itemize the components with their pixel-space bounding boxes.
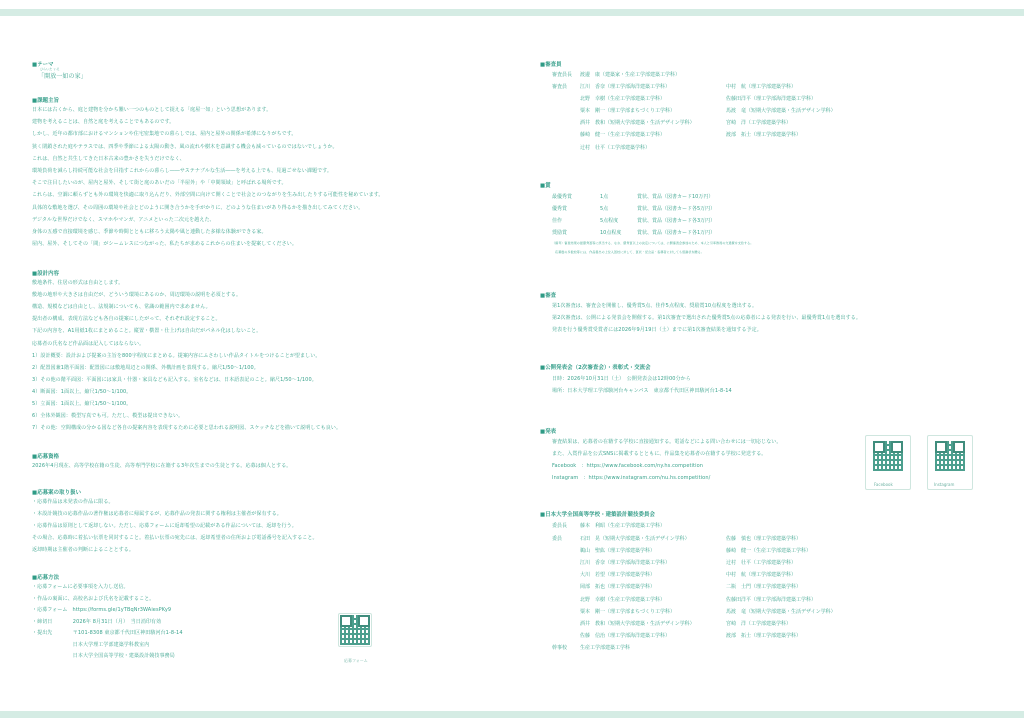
purpose-line: これは、自然と共生してきた日本古来の豊かさを失うだけでなく、 bbox=[32, 155, 185, 162]
content-line: 2）配置図兼1階平面図：配置図には敷地周辺との関係、外構計画を表現する。縮尺1/50～1/100。 bbox=[32, 364, 259, 371]
content-line: 敷地の地形や大きさは自由だが、どういう環境にあるのか、周辺環境の説明を必須とする。 bbox=[32, 292, 242, 299]
method-line: 日本大学全国高等学校・建築設計競技事務局 bbox=[32, 653, 175, 659]
content-line: 1）設計概要：設計および提案の主旨を800字程度にまとめる。提案内容にふさわしい作品タイトルをつけることが望ましい。 bbox=[32, 352, 321, 359]
committee-member-label: 委員 bbox=[552, 536, 563, 542]
purpose-line: 日本には古くから、庭と建物を分かち難い一つのものとして捉える「庭屋一如」という思想があります。 bbox=[32, 107, 272, 113]
comm2-line: 二瓶 士門（理工学部建築学科） bbox=[726, 584, 802, 591]
content-line: 応募者の氏名など作品面は記入してはならない。 bbox=[32, 340, 145, 347]
theme-heading: ■テーマ bbox=[32, 62, 54, 68]
award-name: 優秀賞 bbox=[552, 206, 568, 212]
award-name: 奨励賞 bbox=[552, 230, 568, 236]
award-count: 1点 bbox=[600, 194, 609, 200]
handling-line: ・応募作品は未発表の作品に限る。 bbox=[32, 499, 114, 505]
elig-line: 2026年4月現在、高等学校在籍の生徒、高等専門学校に在籍する3年次生までの生徒とする。応募は個人とする。 bbox=[32, 463, 292, 469]
method-line: ・応募フォームに必要事項を入力し送信。 bbox=[32, 584, 129, 590]
purpose-line: 具体的な敷地を選び、その周囲の環境や社会とどのように開き合うかを手がかりに、どのような住まいがあり得るかを描き出してみてください。 bbox=[32, 204, 364, 211]
content-line: 3）その他の階平面図：平面図には家具・什器・家具なども記入する。室名などは、日本語表記のこと。縮尺1/50～1/100。 bbox=[32, 376, 317, 383]
awardnotes-line: 応募数の多数校等には、作品提出の上位入賞校に対して、賞状・記念品・指導者に対しても感謝状を贈る。 bbox=[552, 250, 704, 254]
purpose-line: 狭く閉鎖された庭やテラスでは、四季や季節による太陽の動き、風の流れや樹木を意識する機会も減っているのではないでしょうか。 bbox=[32, 143, 338, 150]
judges2-line: 渡部 拓士（理工学部建築学科） bbox=[726, 132, 802, 139]
judges1-line: 粟本 剛一（理工学部まちづくり工学科） bbox=[580, 108, 675, 115]
handling-heading: ■応募案の取り扱い bbox=[32, 490, 82, 496]
comm1-line: 酒井 教和（短期大学部建築・生活デザイン学科） bbox=[580, 620, 695, 627]
public-line: 場所：日本大学理工学部駿河台キャンパス 東京都千代田区神田駿河台1-8-14 bbox=[552, 388, 732, 394]
award-name: 佳作 bbox=[552, 218, 563, 224]
purpose-line: 屋内、屋外、そしてその「間」がシームレスにつながった、私たちが求めるこれからの住まいを提案してください。 bbox=[32, 241, 297, 248]
judging-heading: ■審査 bbox=[540, 293, 557, 299]
comm2-line: 馬渡 竜（短期大学部建築・生活デザイン学科） bbox=[726, 608, 836, 615]
facebook-caption: Facebook bbox=[874, 482, 893, 487]
award-prize: 賞状、賞品（図書カード各3万円） bbox=[637, 218, 716, 224]
comm2-line: 藤崎 健一（生産工学部建築工学科） bbox=[726, 548, 812, 555]
comm1-line: 佐藤 信治（理工学部海洋建築工学科） bbox=[580, 632, 671, 639]
award-prize: 賞状、賞品（図書カード10万円） bbox=[637, 194, 714, 200]
top-band bbox=[0, 9, 1024, 16]
secretary-label: 幹事校 bbox=[552, 645, 568, 651]
method-line: ・提出先 〒101-8308 東京都千代田区神田駿河台1-8-14 bbox=[32, 630, 183, 636]
comm1-line: 大川 若望（理工学部建築学科） bbox=[580, 572, 656, 579]
content-line: 7）その他：空間構成の分かる図など各自の提案内容を表現するために必要と思われる説明図、スケッチなどを描いて説明しても良い。 bbox=[32, 425, 342, 432]
announce-line: Instagram ：https://www.instagram.com/nu.hs.competition/ bbox=[552, 475, 711, 481]
public-line: 日時：2026年10月31日（土） 公開発表会は12時00分から bbox=[552, 376, 691, 382]
method-line: ・締切日 2026年 8月31日（月） 当日消印有効 bbox=[32, 618, 162, 625]
method-line: ・作品の裏面に、高校名および氏名を記載すること。 bbox=[32, 595, 155, 602]
public-heading: ■公開発表会（2次審査会）・表彰式・交流会 bbox=[540, 365, 651, 371]
judges-member-label: 審査員 bbox=[552, 84, 568, 90]
handling-line: 返却時期は主催者の判断によることとする。 bbox=[32, 547, 135, 553]
announce-line: 審査結果は、応募者の在籍する学校に直接通知する。電話などによる問い合わせには一切応じない。 bbox=[552, 439, 782, 445]
judges1-line: 辻村 壮平（工学部建築学科） bbox=[580, 144, 651, 151]
comm2-line: 中村 航（理工学部建築学科） bbox=[726, 572, 797, 579]
award-count: 5点程度 bbox=[600, 218, 619, 224]
instagram-caption: Instagram bbox=[934, 482, 955, 487]
award-count: 5点 bbox=[600, 206, 609, 212]
comm1-line: 岡部 拓也（理工学部建築学科） bbox=[580, 584, 656, 591]
handling-line: ・本設計競技の応募作品の著作権は応募者に帰属するが、応募作品の発表に関する権利は主催者が保有する。 bbox=[32, 511, 282, 517]
secretary: 生産工学部建築工学科 bbox=[580, 645, 631, 651]
content-line: 構造、規模などは自由とし、法規制についても、常識の範囲内で求めません。 bbox=[32, 304, 211, 311]
content-line: 下記の内容を、A1用紙1枚にまとめること。縦置・横置・仕上げは自由だがパネル化はしないこと。 bbox=[32, 328, 262, 335]
award-prize: 賞状、賞品（図書カード各1万円） bbox=[637, 230, 716, 236]
content-line: 6）全体外観図：模型写真でも可。ただし、模型は提出できない。 bbox=[32, 413, 184, 420]
method-heading: ■応募方法 bbox=[32, 575, 60, 581]
judges-heading: ■審査員 bbox=[540, 62, 562, 68]
purpose-line: 建物を考えることは、自然と庭を考えることでもあるのです。 bbox=[32, 119, 175, 126]
content-line: 提出者の構成、表現方法なども各自の提案にしたがって、それぞれ設定すること。 bbox=[32, 316, 221, 323]
handling-line: ・応募作品は原則として返却しない。ただし、応募フォームに返却希望の記載がある作品については、返却を行う。 bbox=[32, 523, 297, 529]
judging-line: 発表を行う優秀賞受賞者には2026年9月19日（土）までに第1次審査結果を通知する予定。 bbox=[552, 327, 762, 333]
form-qr-code[interactable] bbox=[338, 613, 372, 647]
committee-chair: 藤本 利昭（生産工学部建築工学科） bbox=[580, 523, 666, 529]
judges1-line: 江川 香奈（理工学部海洋建築工学科） bbox=[580, 84, 671, 90]
award-name: 最優秀賞 bbox=[552, 194, 573, 200]
judges1-line: 北野 幸樹（生産工学部建築工学科） bbox=[580, 96, 666, 103]
comm1-line: 鵜山 聖紘（理工学部建築学科） bbox=[580, 548, 656, 555]
judges-chair: 渡邊 康（建築家・生産工学部建築工学科） bbox=[580, 72, 681, 78]
theme-ruby: ひらいた いえ bbox=[40, 67, 60, 71]
facebook-qr-card[interactable] bbox=[865, 435, 911, 490]
method-line: ・応募フォーム https://forms.gle/1yTBqNr3WAiesPKy9 bbox=[32, 607, 172, 613]
judges1-line: 藤崎 健一（生産工学部建築工学科） bbox=[580, 132, 666, 139]
purpose-line: デジタルな世界だけでなく、スマホやマンガ、アニメといった二次元を越えた、 bbox=[32, 216, 215, 223]
purpose-line: 身体の五感で直接環境を感じ、季節や時間とともに移ろう太陽や風と連動した多様な体験ができる家。 bbox=[32, 229, 267, 235]
bottom-band bbox=[0, 711, 1024, 718]
handling-line: その場合、応募時に着払い伝票を同封すること。着払い伝票の宛先には、返却希望者の住所および電話番号を記入すること。 bbox=[32, 535, 318, 541]
judges2-line: 宮崎 洋（工学部建築学科） bbox=[726, 120, 792, 127]
committee-heading: ■日本大学全国高等学校・建築設計競技委員会 bbox=[540, 512, 656, 518]
content-line: 敷地条件、住居の形式は自由とします。 bbox=[32, 280, 124, 286]
award-prize: 賞状、賞品（図書カード各5万円） bbox=[637, 206, 716, 212]
content-line: 5）立面図：1面以上。縮尺1/50～1/100。 bbox=[32, 401, 132, 407]
instagram-qr-card[interactable] bbox=[927, 435, 973, 490]
form-qr-caption: 応募フォーム bbox=[344, 658, 368, 663]
content-line: 4）断面図：1面以上。縮尺1/50～1/100。 bbox=[32, 388, 132, 395]
awards-heading: ■賞 bbox=[540, 183, 551, 189]
award-count: 10点程度 bbox=[600, 230, 622, 236]
method-line: 日本大学理工学部建築学科教室内 bbox=[32, 641, 150, 648]
awardnotes-line: （備考）審査結果の最優秀賞等に該当する、なお、優秀賞以上の決定については、公開審査会参加のため、本人と引率教員の交通費を支給する。 bbox=[552, 241, 754, 245]
judges1-line: 酒井 教和（短期大学部建築・生活デザイン学科） bbox=[580, 120, 695, 127]
purpose-line: 環境負荷を減らし持続可能な社会を目指すこれからの暮らし――サステナブルな生活――を考える上でも、見過ごせない課題です。 bbox=[32, 168, 333, 174]
purpose-line: これらは、空調に頼らずとも外の環境を快適に取り込んだり、外部空間に向けて開くことで社会とのつながりを生み出したりする可能性を秘めています。 bbox=[32, 192, 384, 199]
judges2-line: 中村 航（理工学部建築学科） bbox=[726, 84, 797, 90]
judges2-line: 馬渡 竜（短期大学部建築・生活デザイン学科） bbox=[726, 108, 836, 115]
theme-title: 「開放一如の家」 bbox=[38, 73, 87, 80]
judges-chair-label: 審査員長 bbox=[552, 72, 573, 78]
comm1-line: 石田 晃（短期大学部建築・生活デザイン学科） bbox=[580, 536, 690, 542]
judging-line: 第1次審査は、審査会を開催し、優秀賞5点、佳作5点程度、奨励賞10点程度を選出する。 bbox=[552, 303, 758, 309]
eligibility-heading: ■応募資格 bbox=[32, 454, 60, 460]
purpose-line: そこで注目したいのが、屋内と屋外、そして街と庭のあいだの「半屋外」や「中間領域」と呼ばれる場所です。 bbox=[32, 180, 287, 187]
comm1-line: 粟本 剛一（理工学部まちづくり工学科） bbox=[580, 608, 675, 615]
comm2-line: 渡部 拓士（理工学部建築学科） bbox=[726, 632, 802, 639]
announcement-heading: ■発表 bbox=[540, 429, 557, 435]
purpose-line: しかし、近年の都市部におけるマンションや住宅密集地での暮らしでは、屋内と屋外の関係が希薄になりがちです。 bbox=[32, 131, 297, 138]
content-heading: ■設計内容 bbox=[32, 271, 60, 277]
announce-line: Facebook ：https://www.facebook.com/ny.hs.competition bbox=[552, 463, 704, 469]
judges2-line: 佐藤田洋平（理工学部海洋建築工学科） bbox=[726, 96, 817, 103]
comm1-line: 江川 香奈（理工学部海洋建築工学科） bbox=[580, 560, 671, 567]
comm2-line: 辻村 壮平（工学部建築学科） bbox=[726, 560, 797, 567]
committee-chair-label: 委員長 bbox=[552, 523, 568, 529]
comm2-line: 佐藤 慎也（理工学部建築学科） bbox=[726, 536, 802, 542]
comm2-line: 宮崎 洋（工学部建築学科） bbox=[726, 620, 792, 627]
announce-line: また、入賞作品を公式SNSに掲載するとともに、作品集を応募者の在籍する学校に発送する。 bbox=[552, 451, 767, 457]
comm1-line: 北野 幸樹（生産工学部建築工学科） bbox=[580, 596, 666, 603]
purpose-heading: ■課題主旨 bbox=[32, 98, 60, 104]
comm2-line: 佐藤田洋平（理工学部海洋建築工学科） bbox=[726, 596, 817, 603]
judging-line: 第2次審査は、公開による発表会を開催する。第1次審査で選出された優秀賞5点の応募者による発表を行い、最優秀賞1点を選出する。 bbox=[552, 315, 861, 321]
